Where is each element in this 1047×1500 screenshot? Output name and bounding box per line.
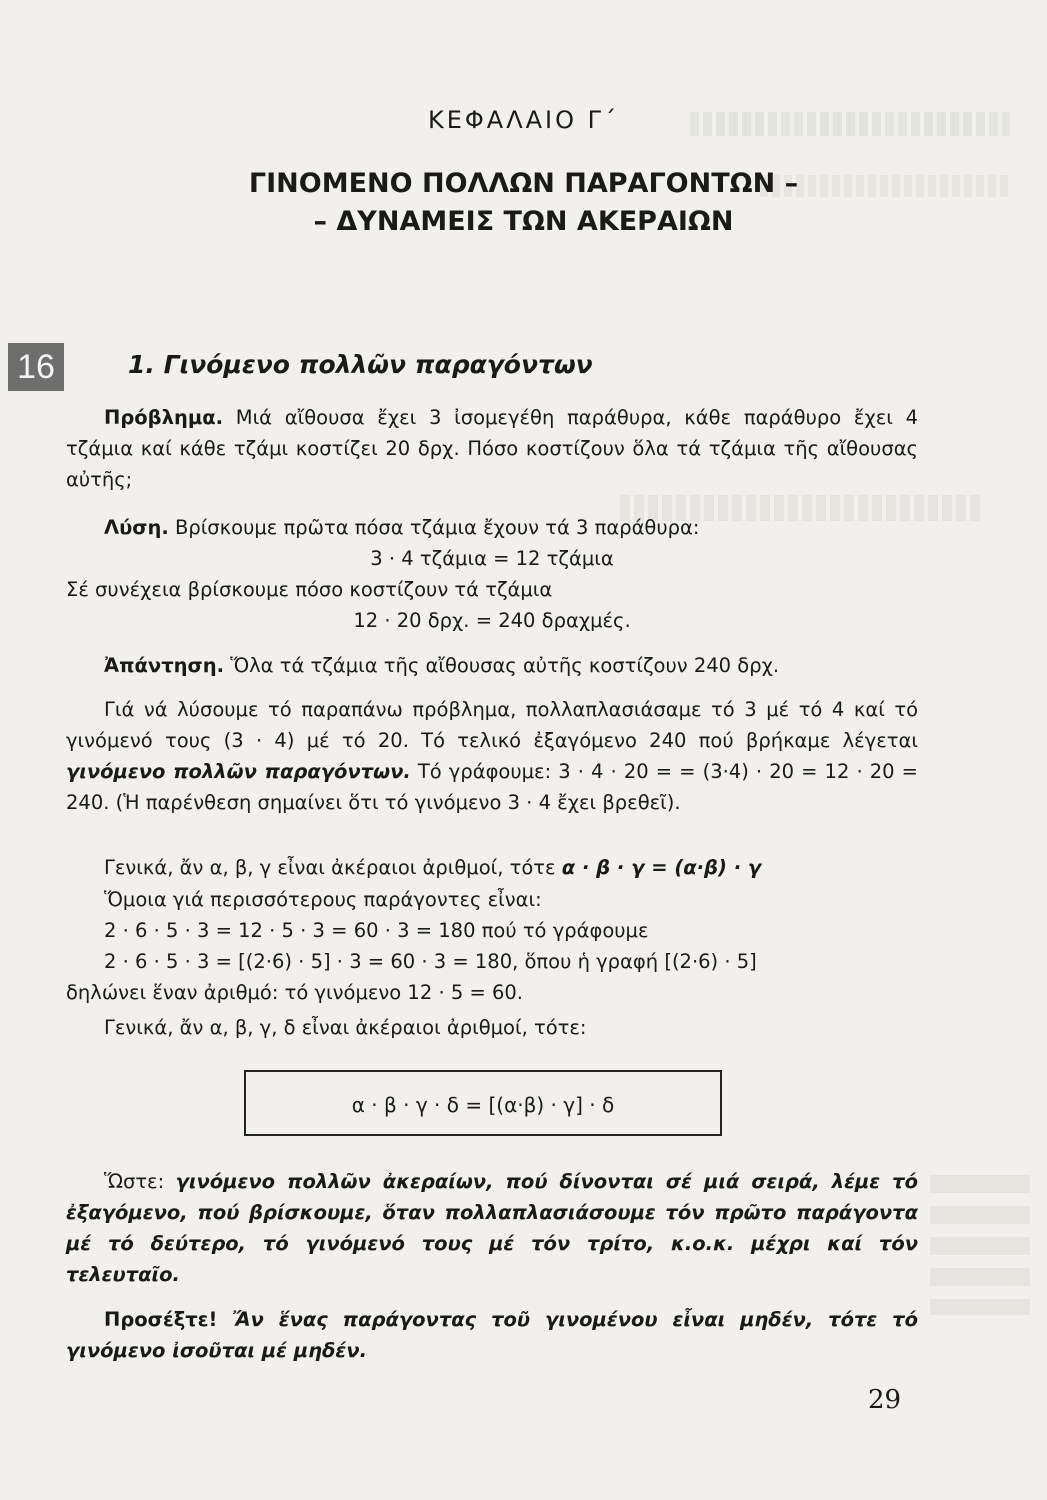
conclusion-text: γινόμενο πολλῶν ἀκεραίων, πού δίνονται σέ μιά σειρά, λέμε τό ἐξαγόμενο, πού βρίσκουμε, ὅταν πολλαπλασιάσουμε τόν πρῶτο παράγοντα μέ τό δεύτερο, τό γινόμενό τους μέ τόν τρίτο, κ.ο.κ. μέχρι καί τόν τελευταῖο. [66,1170,918,1286]
similar-example-3: δηλώνει ἕναν ἀριθμό: τό γινόμενο 12 · 5 = 60. [66,981,523,1004]
show-through-line [930,1175,1030,1315]
section-heading: 1. Γινόμενο πολλῶν παραγόντων [128,350,593,379]
answer-label: Ἀπάντηση. [104,654,224,677]
solution-continuation: Σέ συνέχεια βρίσκουμε πόσο κοστίζουν τά τζάμια [66,578,553,601]
problem-text: Μιά αἴθουσα ἔχει 3 ἰσομεγέθη παράθυρα, κάθε παράθυρο ἔχει 4 τζάμια καί κάθε τζάμι κοστίζει 20 δρχ. Πόσο κοστίζουν ὅλα τά τζάμια τῆς αἴθουσας αὐτῆς; [66,406,918,491]
solution-label: Λύση. [104,516,169,539]
general-rule-three [66,852,918,883]
explanation-paragraph [66,694,918,818]
similar-example-1: 2 · 6 · 5 · 3 = 12 · 5 · 3 = 60 · 3 = 180 πού τό γράφουμε [104,919,649,942]
answer-paragraph [66,650,918,681]
equation-cost: 12 · 20 δρχ. = 240 δραχμές. [353,609,631,632]
similar-example-2: 2 · 6 · 5 · 3 = [(2·6) · 5] · 3 = 60 · 3 = 180, ὅπου ἡ γραφή [(2·6) · 5] [104,950,757,973]
conclusion-lead: Ὥστε: [104,1170,176,1193]
general-rule-four-text: Γενικά, ἄν α, β, γ, δ εἶναι ἀκέραιοι ἀριθμοί, τότε: [104,1016,587,1039]
note-text: Ἄν ἕνας παράγοντας τοῦ γινομένου εἶναι μηδέν, τότε τό γινόμενο ἰσοῦται μέ μηδέν. [66,1308,918,1362]
chapter-title-line-2: – ΔΥΝΑΜΕΙΣ ΤΩΝ ΑΚΕΡΑΙΩΝ [313,206,734,237]
conclusion-paragraph [66,1166,918,1290]
explanation-text-1: Γιά νά λύσουμε τό παραπάνω πρόβλημα, πολλαπλασιάσαμε τό 3 μέ τό 4 καί τό γινόμενό τους (3 · 4) μέ τό 20. Τό τελικό ἐξαγόμενο 240 πού βρήκαμε λέγεται [66,698,918,752]
boxed-formula: α · β · γ · δ = [(α·β) · γ] · δ [244,1070,722,1136]
explanation-term: γινόμενο πολλῶν παραγόντων. [66,760,411,783]
note-label: Προσέξτε! [104,1308,218,1331]
problem-label: Πρόβλημα. [104,406,224,429]
page-number: 29 [868,1385,902,1415]
solution-text: Βρίσκουμε πρῶτα πόσα τζάμια ἔχουν τά 3 παράθυρα: [168,516,700,539]
solution-block [66,512,918,636]
similar-text: Ὅμοια γιά περισσότερους παράγοντες εἶναι: [104,888,542,911]
general-rule-four [66,1012,918,1043]
chapter-title [0,165,1047,241]
chapter-label: ΚΕΦΑΛΑΙΟ Γ΄ [427,106,619,134]
note-paragraph [66,1304,918,1366]
section-number-badge: 16 [8,343,64,391]
answer-text: Ὅλα τά τζάμια τῆς αἴθουσας αὐτῆς κοστίζουν 240 δρχ. [224,654,780,677]
problem-paragraph [66,402,918,495]
explanation-text-2: Τό γράφουμε: 3 · 4 · 20 = = (3·4) · 20 = 12 · 20 = 240. (Ἡ παρένθεση σημαίνει ὅτι τό γινόμενο 3 · 4 ἔχει βρεθεῖ). [66,760,918,814]
chapter-title-line-1: ΓΙΝΟΜΕΝΟ ΠΟΛΛΩΝ ΠΑΡΑΓΟΝΤΩΝ – [248,168,799,199]
similar-block [66,884,918,1008]
general-rule-formula: α · β · γ = (α·β) · γ [561,856,762,879]
general-rule-text: Γενικά, ἄν α, β, γ εἶναι ἀκέραιοι ἀριθμοί, τότε [104,856,562,879]
equation-panes: 3 · 4 τζάμια = 12 τζάμια [370,547,614,570]
